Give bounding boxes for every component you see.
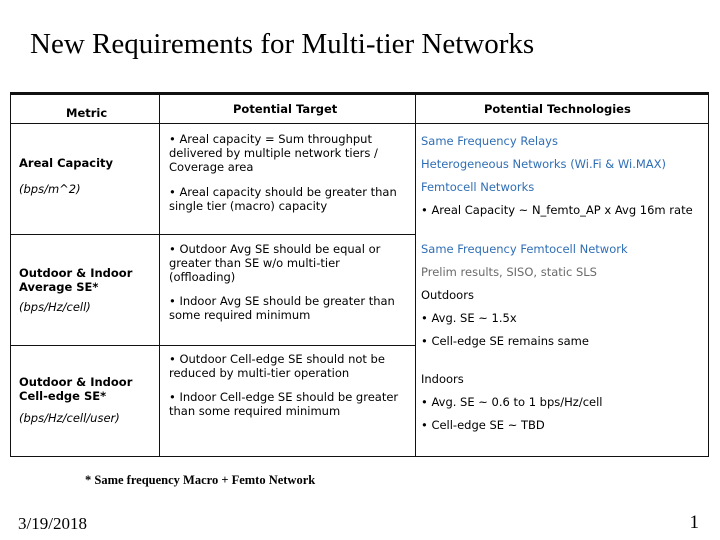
technology-item: • Avg. SE ~ 0.6 to 1 bps/Hz/cell	[421, 395, 603, 409]
technology-item: • Cell-edge SE ~ TBD	[421, 418, 545, 432]
technology-item: • Areal Capacity ~ N_femto_AP x Avg 16m rate	[421, 203, 693, 217]
metric-unit: (bps/Hz/cell/user)	[19, 411, 120, 425]
technology-item: • Avg. SE ~ 1.5x	[421, 311, 517, 325]
target-item: • Areal capacity should be greater than single tier (macro) capacity	[169, 185, 397, 213]
slide-title: New Requirements for Multi-tier Networks	[30, 28, 535, 60]
target-item: • Areal capacity = Sum throughput delivered by multiple network tiers / Coverage area	[169, 132, 378, 174]
target-item: • Indoor Cell-edge SE should be greater than some required minimum	[169, 390, 399, 418]
requirements-table	[10, 92, 709, 457]
metric-unit: (bps/m^2)	[19, 182, 81, 196]
header-potential-technologies: Potential Technologies	[484, 102, 631, 116]
column-divider	[415, 95, 416, 456]
row-divider	[11, 234, 415, 235]
technology-item: Same Frequency Relays	[421, 134, 558, 148]
metric-name: Areal Capacity	[19, 156, 114, 170]
metric-name: Outdoor & Indoor Cell-edge SE*	[19, 375, 133, 403]
target-item: • Outdoor Cell-edge SE should not be reduced by multi-tier operation	[169, 352, 385, 380]
row-divider	[11, 345, 415, 346]
target-item: • Indoor Avg SE should be greater than some required minimum	[169, 294, 395, 322]
technology-item: Outdoors	[421, 288, 474, 302]
column-divider	[159, 95, 160, 456]
target-item: • Outdoor Avg SE should be equal or greater than SE w/o multi-tier (offloading)	[169, 242, 381, 284]
technology-item: Femtocell Networks	[421, 180, 535, 194]
metric-unit: (bps/Hz/cell)	[19, 300, 91, 314]
slide-date: 3/19/2018	[18, 514, 87, 533]
footnote: * Same frequency Macro + Femto Network	[85, 473, 316, 487]
page-number: 1	[689, 512, 699, 533]
technology-item: Indoors	[421, 372, 464, 386]
metric-name: Outdoor & Indoor Average SE*	[19, 266, 133, 294]
technology-item: Same Frequency Femtocell Network	[421, 242, 628, 256]
header-metric: Metric	[66, 106, 108, 120]
technology-item: Heterogeneous Networks (Wi.Fi & Wi.MAX)	[421, 157, 667, 171]
header-potential-target: Potential Target	[233, 102, 338, 116]
header-divider	[11, 123, 708, 124]
technology-item: • Cell-edge SE remains same	[421, 334, 589, 348]
technology-item: Prelim results, SISO, static SLS	[421, 265, 597, 279]
